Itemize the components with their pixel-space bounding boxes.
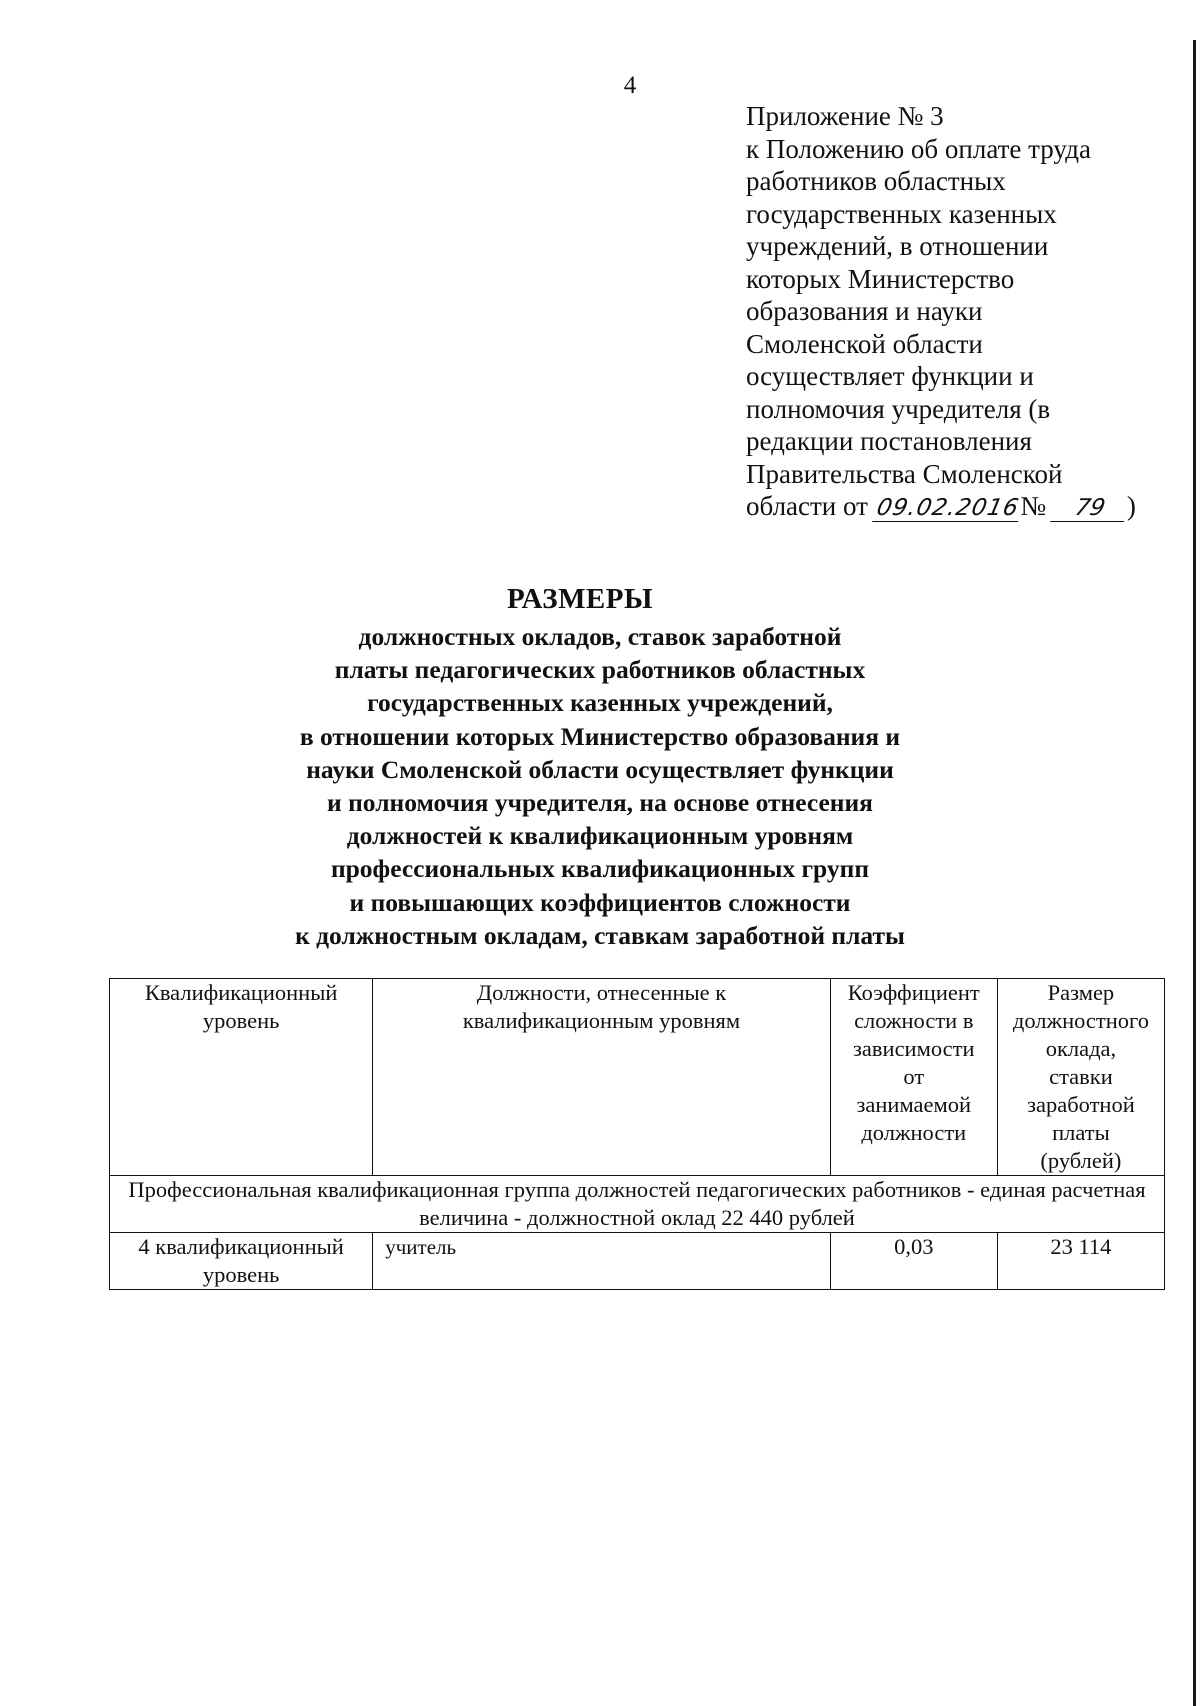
subtitle-line: профессиональных квалификационных групп bbox=[330, 854, 870, 884]
scan-edge-line bbox=[1193, 40, 1196, 1706]
appendix-line: учреждений, в отношении bbox=[746, 231, 1049, 261]
appendix-block bbox=[746, 100, 1166, 523]
cell-level: 4 квалификационный уровень bbox=[110, 1233, 373, 1290]
number-sign: № bbox=[1020, 491, 1053, 521]
header-coefficient: Коэффициент сложности в зависимости от занимаемой должности bbox=[830, 979, 997, 1176]
cell-coefficient: 0,03 bbox=[830, 1233, 997, 1290]
subtitle-line: государственных казенных учреждений, bbox=[367, 688, 833, 718]
subtitle-line: и полномочия учредителя, на основе отнесения bbox=[327, 788, 873, 818]
appendix-line: Приложение № 3 bbox=[746, 101, 944, 131]
appendix-line: к Положению об оплате труда bbox=[746, 133, 1091, 164]
table-group-row bbox=[110, 1176, 1165, 1233]
handwritten-date: 09.02.2016 bbox=[872, 495, 1023, 522]
appendix-last-line bbox=[746, 490, 1166, 523]
closing-paren: ) bbox=[1126, 491, 1136, 521]
cell-position: учитель bbox=[373, 1233, 831, 1290]
appendix-line: осуществляет функции и bbox=[746, 361, 1034, 391]
table-header-row bbox=[110, 979, 1165, 1176]
subtitle-line: должностных окладов, ставок заработной bbox=[358, 622, 842, 651]
appendix-line: государственных казенных bbox=[746, 198, 1057, 229]
subtitle-line: должностей к квалификационным уровням bbox=[346, 821, 854, 851]
document-title: РАЗМЕРЫ bbox=[507, 583, 653, 615]
appendix-line: которых Министерство bbox=[746, 263, 1015, 294]
salary-table bbox=[109, 978, 1165, 1290]
page-number: 4 bbox=[623, 72, 637, 99]
subtitle-line: к должностным окладам, ставкам заработной платы bbox=[295, 920, 905, 950]
handwritten-number: 79 bbox=[1050, 495, 1130, 522]
appendix-line: работников областных bbox=[746, 166, 1006, 196]
appendix-line: полномочия учредителя (в bbox=[746, 393, 1051, 424]
header-qualification-level: Квалификационный уровень bbox=[110, 979, 373, 1176]
subtitle-line: платы педагогических работников областных bbox=[334, 655, 866, 685]
cell-salary: 23 114 bbox=[997, 1233, 1164, 1290]
subtitle-line: в отношении которых Министерство образования и bbox=[299, 721, 901, 751]
table-row bbox=[110, 1233, 1165, 1290]
appendix-line: редакции постановления bbox=[746, 426, 1032, 456]
subtitle-line: и повышающих коэффициентов сложности bbox=[349, 887, 851, 917]
appendix-line: Правительства Смоленской bbox=[746, 458, 1063, 489]
appendix-line: образования и науки bbox=[746, 296, 983, 326]
header-positions: Должности, отнесенные к квалификационным уровням bbox=[373, 979, 831, 1176]
group-description: Профессиональная квалификационная группа должностей педагогических работников - единая расчетная величина - должностной оклад 22 440 рублей bbox=[110, 1176, 1165, 1233]
header-salary: Размер должностного оклада, ставки заработной платы (рублей) bbox=[997, 979, 1164, 1176]
appendix-last-line-prefix: области от bbox=[746, 491, 875, 521]
appendix-line: Смоленской области bbox=[746, 328, 983, 359]
subtitle-line: науки Смоленской области осуществляет функции bbox=[306, 754, 894, 784]
document-subtitle bbox=[290, 620, 910, 952]
